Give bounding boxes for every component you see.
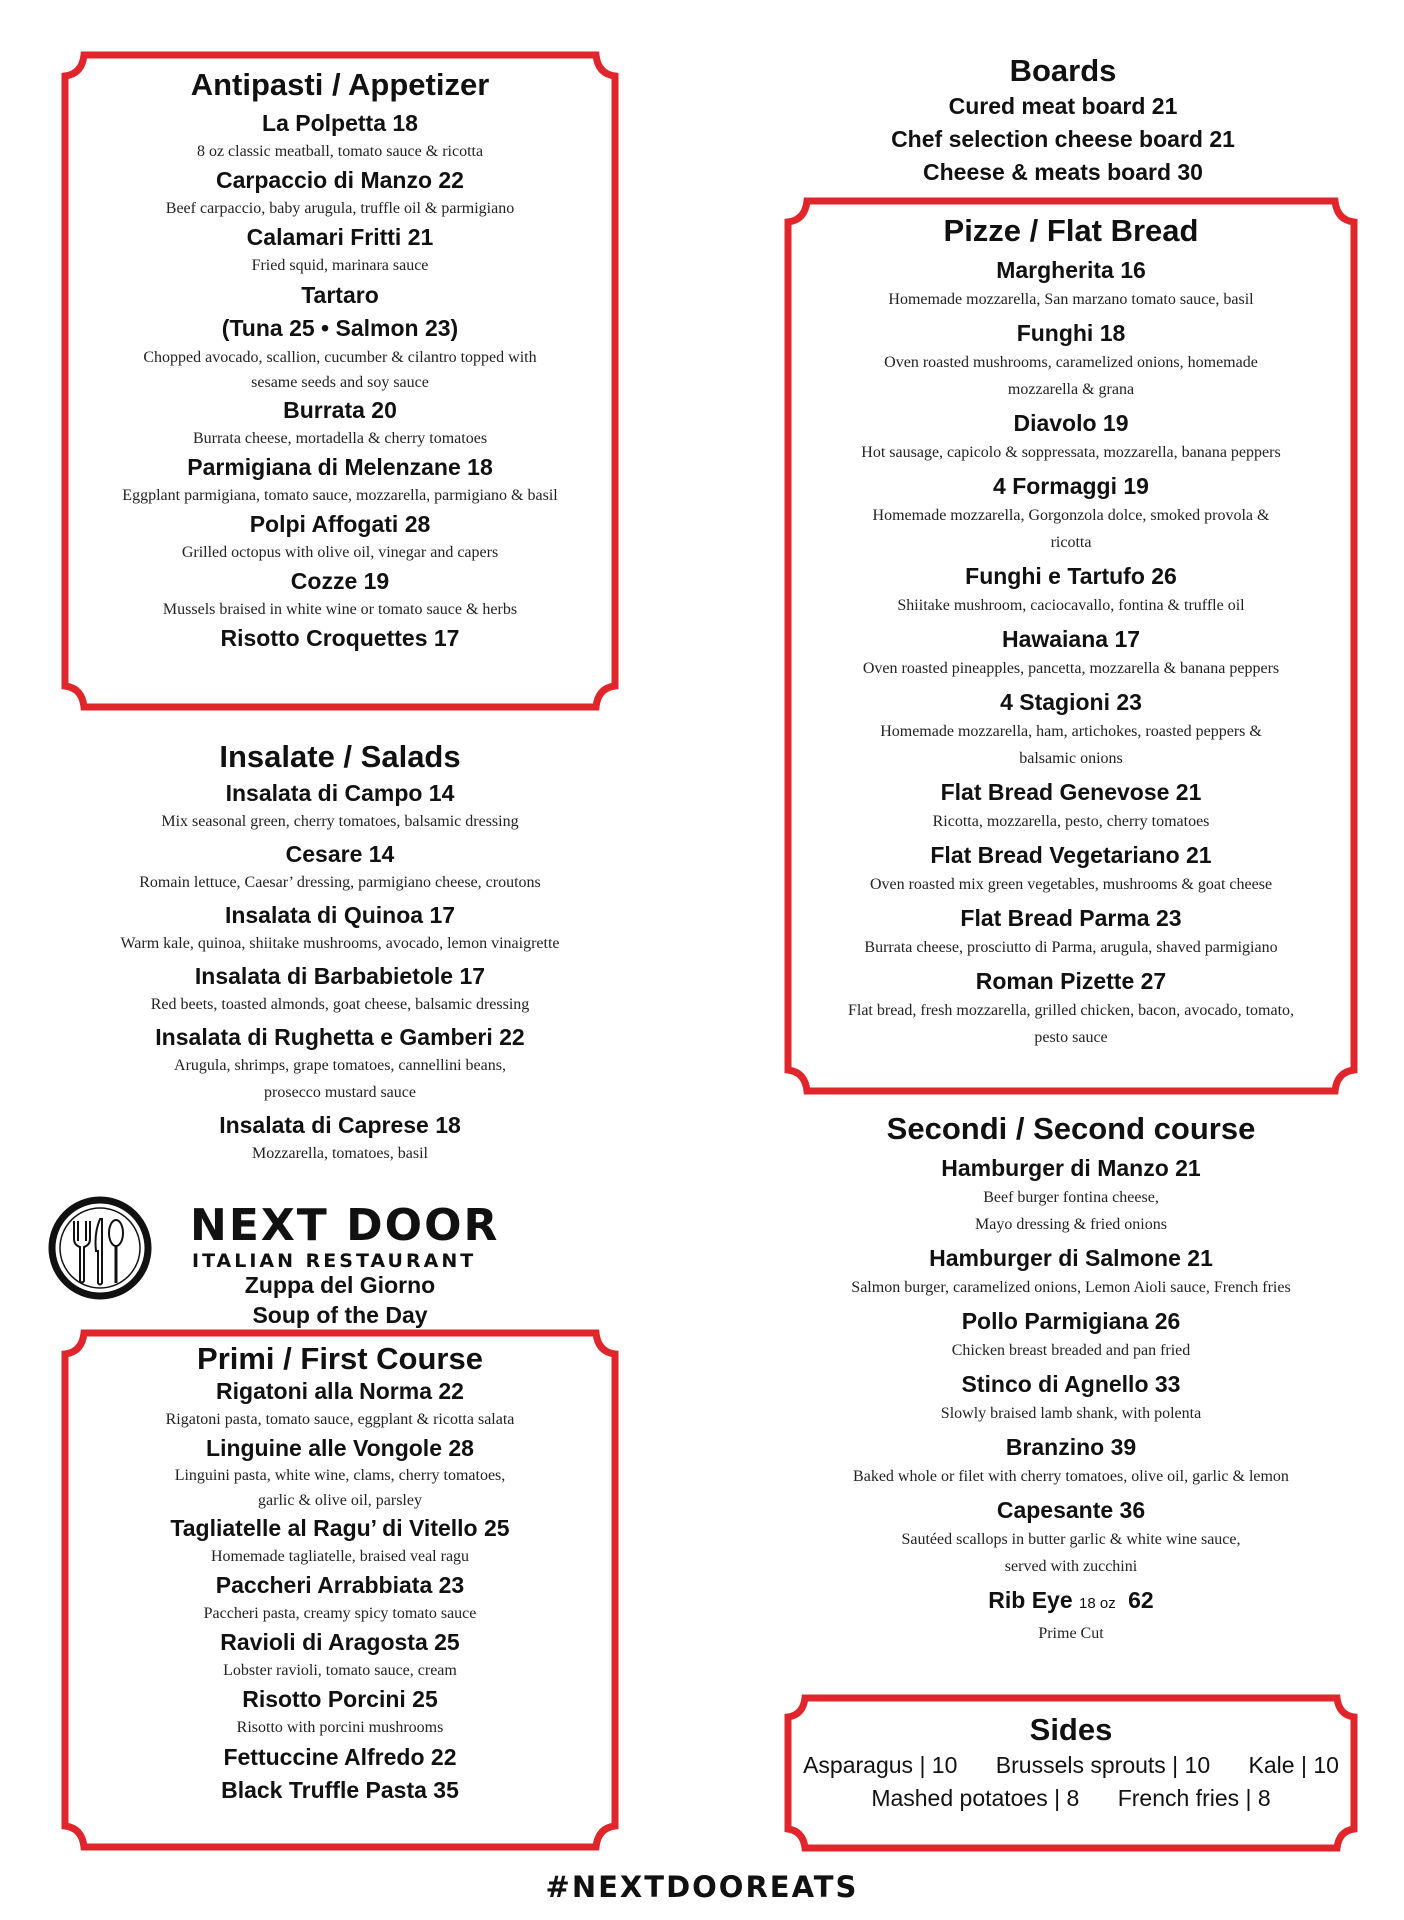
antipasti-section [62, 52, 618, 710]
menu-item-name: (Tuna 25 • Salmon 23) [221, 315, 459, 341]
board-item: Chef selection cheese board 21 [891, 126, 1235, 152]
menu-item-desc: Fried squid, marinara sauce [251, 257, 429, 274]
menu-item-name: Flat Bread Vegetariano 21 [930, 842, 1212, 868]
sides-row [785, 1782, 1357, 1815]
menu-item-desc: Rigatoni pasta, tomato sauce, eggplant & ricotta salata [165, 1411, 515, 1428]
menu-item-name: Fettuccine Alfredo 22 [223, 1744, 457, 1770]
insalate-section [62, 738, 618, 1167]
menu-item-desc: Paccheri pasta, creamy spicy tomato sauce [203, 1605, 477, 1622]
menu-item-desc: balsamic onions [1019, 750, 1123, 767]
menu-item-name: Calamari Fritti 21 [246, 224, 434, 250]
menu-item-name: Cesare 14 [285, 841, 395, 867]
menu-item-desc: Beef burger fontina cheese, [983, 1189, 1159, 1206]
menu-item-desc: Burrata cheese, prosciutto di Parma, arugula, shaved parmigiano [864, 939, 1278, 956]
hashtag: #NEXTDOOREATS [545, 1870, 859, 1904]
side-item: French fries | 8 [1117, 1785, 1271, 1811]
menu-item-name: Insalata di Campo 14 [225, 780, 455, 806]
side-item: Kale | 10 [1248, 1752, 1339, 1778]
menu-item-desc: Warm kale, quinoa, shiitake mushrooms, avocado, lemon vinaigrette [120, 935, 560, 952]
sides-title: Sides [1029, 1712, 1113, 1747]
menu-item-desc: Chicken breast breaded and pan fried [951, 1342, 1191, 1359]
menu-item-desc: Homemade tagliatelle, braised veal ragu [210, 1548, 470, 1565]
menu-item-name: Parmigiana di Melenzane 18 [187, 454, 493, 480]
board-item: Cured meat board 21 [948, 93, 1178, 119]
menu-item-name: Paccheri Arrabbiata 23 [215, 1572, 465, 1598]
menu-item-desc: prosecco mustard sauce [264, 1084, 416, 1101]
menu-item-name: Stinco di Agnello 33 [961, 1371, 1181, 1397]
sides-section [785, 1695, 1357, 1851]
menu-item-desc: Grilled octopus with olive oil, vinegar and capers [181, 544, 499, 561]
menu-item-desc: Red beets, toasted almonds, goat cheese, balsamic dressing [150, 996, 530, 1013]
menu-item-name: Ravioli di Aragosta 25 [220, 1629, 460, 1655]
menu-item-desc: Linguini pasta, white wine, clams, cherry tomatoes, [174, 1467, 506, 1484]
secondi-section [785, 1110, 1357, 1647]
menu-item-name: Carpaccio di Manzo 22 [216, 167, 464, 193]
menu-item-name: Insalata di Quinoa 17 [224, 902, 456, 928]
board-item: Cheese & meats board 30 [923, 159, 1203, 185]
primi-title: Primi / First Course [197, 1341, 483, 1376]
menu-item-desc: Romain lettuce, Caesar’ dressing, parmigiano cheese, croutons [139, 874, 541, 891]
menu-item-desc: Hot sausage, capicolo & soppressata, mozzarella, banana peppers [861, 444, 1281, 461]
menu-item-name: Linguine alle Vongole 28 [206, 1435, 474, 1461]
menu-item-name: Pollo Parmigiana 26 [961, 1308, 1181, 1334]
menu-item-desc: Prime Cut [1038, 1625, 1104, 1642]
menu-item-desc: Mussels braised in white wine or tomato sauce & herbs [162, 601, 518, 618]
insalate-title: Insalate / Salads [219, 739, 461, 774]
boards-title: Boards [1009, 53, 1117, 88]
side-item: Mashed potatoes | 8 [871, 1785, 1080, 1811]
menu-item-name: Insalata di Rughetta e Gamberi 22 [155, 1024, 525, 1050]
menu-item-name: Rigatoni alla Norma 22 [216, 1378, 464, 1404]
logo-subtext: ITALIAN RESTAURANT [192, 1250, 477, 1272]
menu-item-desc: Shiitake mushroom, caciocavallo, fontina & truffle oil [897, 597, 1245, 614]
menu-item-desc: Mix seasonal green, cherry tomatoes, balsamic dressing [161, 813, 519, 830]
menu-item-desc: Homemade mozzarella, ham, artichokes, roasted peppers & [880, 723, 1262, 740]
menu-item-name: Hamburger di Salmone 21 [929, 1245, 1213, 1271]
menu-item-desc: Oven roasted mix green vegetables, mushrooms & goat cheese [869, 876, 1273, 893]
menu-item-name: Margherita 16 [996, 257, 1146, 283]
menu-item-name: Tagliatelle al Ragu’ di Vitello 25 [170, 1515, 510, 1541]
pizze-title: Pizze / Flat Bread [943, 213, 1199, 248]
menu-item-desc: pesto sauce [1034, 1029, 1108, 1046]
logo-text: NEXT DOOR [190, 1200, 500, 1251]
zuppa-line: Soup of the Day [252, 1302, 428, 1328]
ribeye-price: 62 [1128, 1587, 1154, 1613]
menu-item-desc: Oven roasted mushrooms, caramelized onions, homemade [884, 354, 1258, 371]
primi-section [62, 1330, 618, 1850]
menu-item-name: 4 Formaggi 19 [993, 473, 1149, 499]
menu-item-name: Hawaiana 17 [1001, 626, 1141, 652]
secondi-title: Secondi / Second course [886, 1111, 1256, 1146]
menu-item-name: Insalata di Barbabietole 17 [194, 963, 486, 989]
menu-item-desc: garlic & olive oil, parsley [258, 1492, 422, 1509]
menu-item-name: Burrata 20 [283, 397, 397, 423]
menu-item-desc: Salmon burger, caramelized onions, Lemon Aioli sauce, French fries [851, 1279, 1291, 1296]
zuppa-line: Zuppa del Giorno [244, 1272, 436, 1298]
menu-item-name: Risotto Croquettes 17 [220, 625, 460, 651]
sides-row [785, 1749, 1357, 1782]
menu-item-desc: Beef carpaccio, baby arugula, truffle oil & parmigiano [165, 200, 515, 217]
menu-item-desc: Mayo dressing & fried onions [975, 1216, 1167, 1233]
menu-item-name: Black Truffle Pasta 35 [221, 1777, 459, 1803]
menu-item-name: Funghi 18 [1016, 320, 1126, 346]
menu-item-desc: Homemade mozzarella, Gorgonzola dolce, smoked provola & [872, 507, 1270, 524]
menu-item-name: La Polpetta 18 [262, 110, 418, 136]
side-item: Brussels sprouts | 10 [995, 1752, 1211, 1778]
ribeye-size: 18 oz [1079, 1595, 1116, 1612]
menu-item-desc: Homemade mozzarella, San marzano tomato sauce, basil [888, 291, 1254, 308]
menu-item-name: Branzino 39 [1005, 1434, 1137, 1460]
menu-item-desc: Eggplant parmigiana, tomato sauce, mozzarella, parmigiano & basil [122, 487, 558, 504]
menu-item-desc: Flat bread, fresh mozzarella, grilled chicken, bacon, avocado, tomato, [847, 1002, 1295, 1019]
menu-item-name: Cozze 19 [290, 568, 390, 594]
zuppa-section [62, 1270, 618, 1330]
menu-item-name: Flat Bread Parma 23 [960, 905, 1182, 931]
menu-item-desc: ricotta [1050, 534, 1092, 551]
menu-item-desc: Oven roasted pineapples, pancetta, mozzarella & banana peppers [862, 660, 1280, 677]
menu-item-desc: Burrata cheese, mortadella & cherry tomatoes [192, 430, 488, 447]
menu-item-desc: Sautéed scallops in butter garlic & white wine sauce, [901, 1531, 1241, 1548]
menu-item-desc: served with zucchini [1004, 1558, 1138, 1575]
menu-item-desc: Slowly braised lamb shank, with polenta [940, 1405, 1202, 1422]
boards-section [785, 52, 1341, 189]
pizze-section [785, 198, 1357, 1094]
menu-item-name: Capesante 36 [996, 1497, 1146, 1523]
menu-item-name: Risotto Porcini 25 [242, 1686, 438, 1712]
menu-item-name: Polpi Affogati 28 [249, 511, 431, 537]
menu-item-name: Diavolo 19 [1013, 410, 1129, 436]
menu-item-desc: Chopped avocado, scallion, cucumber & cilantro topped with sesame seeds and soy sauce [143, 349, 537, 391]
menu-item-name: Roman Pizette 27 [975, 968, 1167, 994]
menu-item-desc: Mozzarella, tomatoes, basil [252, 1145, 428, 1162]
menu-item-name: Hamburger di Manzo 21 [941, 1155, 1201, 1181]
menu-item-name: Flat Bread Genevose 21 [940, 779, 1202, 805]
menu-item-desc: 8 oz classic meatball, tomato sauce & ricotta [196, 143, 484, 160]
menu-item-desc: Ricotta, mozzarella, pesto, cherry tomatoes [932, 813, 1210, 830]
menu-item-desc: Lobster ravioli, tomato sauce, cream [223, 1662, 457, 1679]
ribeye-name: Rib Eye [988, 1587, 1073, 1613]
menu-item-desc: Risotto with porcini mushrooms [236, 1719, 444, 1736]
menu-item-desc: Arugula, shrimps, grape tomatoes, cannellini beans, [174, 1057, 506, 1074]
antipasti-title: Antipasti / Appetizer [190, 67, 490, 102]
menu-item-name: 4 Stagioni 23 [1000, 689, 1142, 715]
side-item: Asparagus | 10 [803, 1752, 958, 1778]
menu-item-name: Insalata di Caprese 18 [219, 1112, 461, 1138]
menu-item-desc: Baked whole or filet with cherry tomatoes, olive oil, garlic & lemon [853, 1468, 1289, 1485]
menu-item-desc: mozzarella & grana [1007, 381, 1135, 398]
menu-item-name: Funghi e Tartufo 26 [965, 563, 1177, 589]
menu-item-name: Tartaro [301, 282, 379, 308]
menu-item-name [785, 1584, 1357, 1620]
